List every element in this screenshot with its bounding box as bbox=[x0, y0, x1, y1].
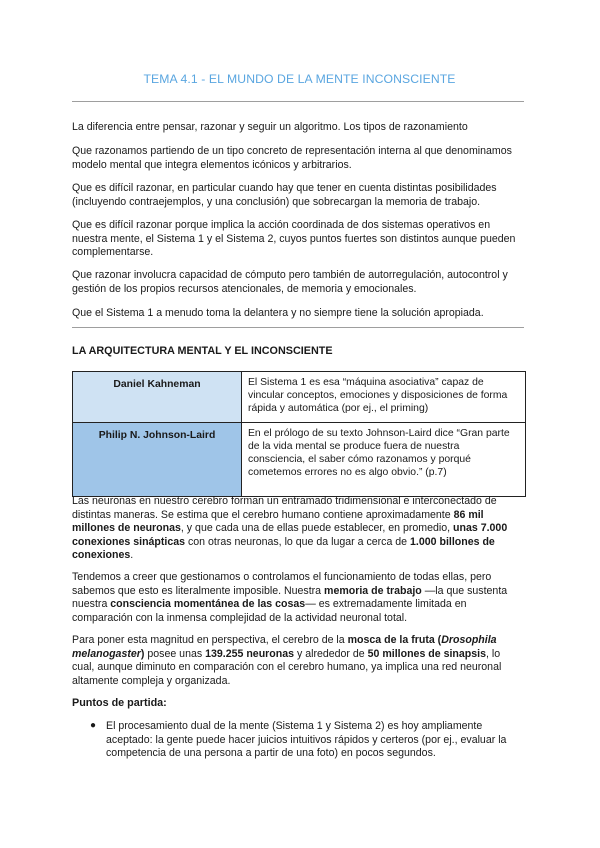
table-row bbox=[73, 423, 526, 497]
table-row bbox=[73, 372, 526, 423]
author-name-johnson-laird bbox=[73, 423, 242, 497]
section-divider bbox=[72, 327, 524, 328]
text-run: posee unas bbox=[144, 647, 206, 660]
points-list bbox=[72, 720, 524, 761]
fruit-fly-paragraph bbox=[72, 634, 524, 688]
text-run: Las neuronas en nuestro cerebro forman un entramado tridimensional e interconectado de distintas maneras. Se estima que el cerebro humano contiene aproximadamente bbox=[72, 495, 497, 521]
bold-run: unas 7.000 conexiones sinápticas bbox=[72, 522, 508, 548]
intro-paragraph-6: Que el Sistema 1 a menudo toma la delantera y no siempre tiene la solución apropiada. bbox=[72, 307, 484, 319]
bold-run: consciencia momentánea de las cosas bbox=[110, 598, 306, 611]
intro-paragraph-5: Que razonar involucra capacidad de cómputo pero también de autorregulación, autocontrol y gestión de los propios recursos atencionales, de memoria y emocionales. bbox=[72, 269, 508, 295]
author-quote-johnson-laird: En el prólogo de su texto Johnson-Laird dice “Gran parte de la vida mental se produce fuera de nuestra consciencia, el saber cómo razonamos y porqué cometemos errores no es algo obvio.” (p.7) bbox=[242, 423, 526, 497]
bullet-icon: ● bbox=[90, 720, 97, 731]
bold-italic-run: Drosophila melanogaster bbox=[72, 634, 497, 660]
bold-run: 86 mil millones de neuronas bbox=[72, 508, 484, 535]
text-run: con otras neuronas, lo que da lugar a cerca de bbox=[185, 535, 411, 548]
memory-paragraph bbox=[72, 571, 524, 625]
intro-paragraph-3: Que es difícil razonar, en particular cuando hay que tener en cuenta distintas posibilidades (incluyendo contraejemplos, y una conclusión) que sobrecargan la memoria de trabajo. bbox=[72, 182, 497, 208]
text-run: Para poner esta magnitud en perspectiva, el cerebro de la bbox=[72, 634, 348, 646]
list-item bbox=[72, 720, 524, 761]
bold-run: 139.255 neuronas bbox=[205, 647, 295, 660]
bold-run: mosca de la fruta ( bbox=[347, 634, 442, 646]
bold-run: 1.000 billones de conexiones bbox=[72, 535, 495, 562]
intro-paragraph-2: Que razonamos partiendo de un tipo concreto de representación interna al que denominamos modelo mental que integra elementos icónicos y arbitrarios. bbox=[72, 145, 512, 171]
author-quote-kahneman: El Sistema 1 es esa “máquina asociativa” capaz de vincular conceptos, emociones y disposiciones de forma rápida y automática (por ej., el priming) bbox=[242, 372, 526, 423]
text-run: y alrededor de bbox=[294, 647, 368, 660]
neurons-paragraph bbox=[72, 495, 524, 563]
bold-run: 50 millones de sinapsis bbox=[367, 647, 486, 660]
bold-run: memoria de trabajo bbox=[324, 584, 422, 597]
text-run: , lo cual, aunque diminuto en comparación con el cerebro humano, ya implica una red neuronal altamente compleja y organizada. bbox=[72, 647, 502, 687]
section-heading: LA ARQUITECTURA MENTAL Y EL INCONSCIENTE bbox=[72, 345, 333, 357]
text-run: , y que cada una de ellas puede establecer, en promedio, bbox=[180, 522, 454, 535]
bold-run: ) bbox=[140, 647, 145, 660]
page-title: TEMA 4.1 - EL MUNDO DE LA MENTE INCONSCIENTE bbox=[143, 72, 456, 86]
authors-table bbox=[72, 371, 526, 497]
intro-paragraph-4: Que es difícil razonar porque implica la acción coordinada de dos sistemas operativos en nuestra mente, el Sistema 1 y el Sistema 2, cuyos puntos fuertes son distintos aunque pueden complementarse. bbox=[72, 219, 516, 259]
author-name-label: Philip N. Johnson-Laird bbox=[98, 430, 216, 441]
text-run: . bbox=[130, 549, 134, 562]
intro-paragraph-1: La diferencia entre pensar, razonar y seguir un algoritmo. Los tipos de razonamiento bbox=[72, 121, 468, 133]
text-run: —la que sustenta nuestra bbox=[72, 584, 508, 611]
text-run: Tendemos a creer que gestionamos o controlamos el funcionamiento de todas ellas, pero sabemos que esto es literalmente imposible. Nuestra bbox=[72, 571, 492, 597]
author-name-kahneman bbox=[73, 372, 242, 423]
author-name-label: Daniel Kahneman bbox=[113, 379, 201, 390]
title-divider bbox=[72, 101, 524, 102]
points-heading: Puntos de partida: bbox=[72, 697, 167, 709]
text-run: — es extremadamente limitada en comparación con la inmensa complejidad de la actividad neuronal total. bbox=[72, 598, 467, 624]
list-item-text: El procesamiento dual de la mente (Sistema 1 y Sistema 2) es hoy ampliamente aceptado: la gente puede hacer juicios intuitivos rápidos y certeros (por ej., evaluar la competencia de una persona a partir de una foto) en pocos segundos. bbox=[106, 720, 507, 760]
